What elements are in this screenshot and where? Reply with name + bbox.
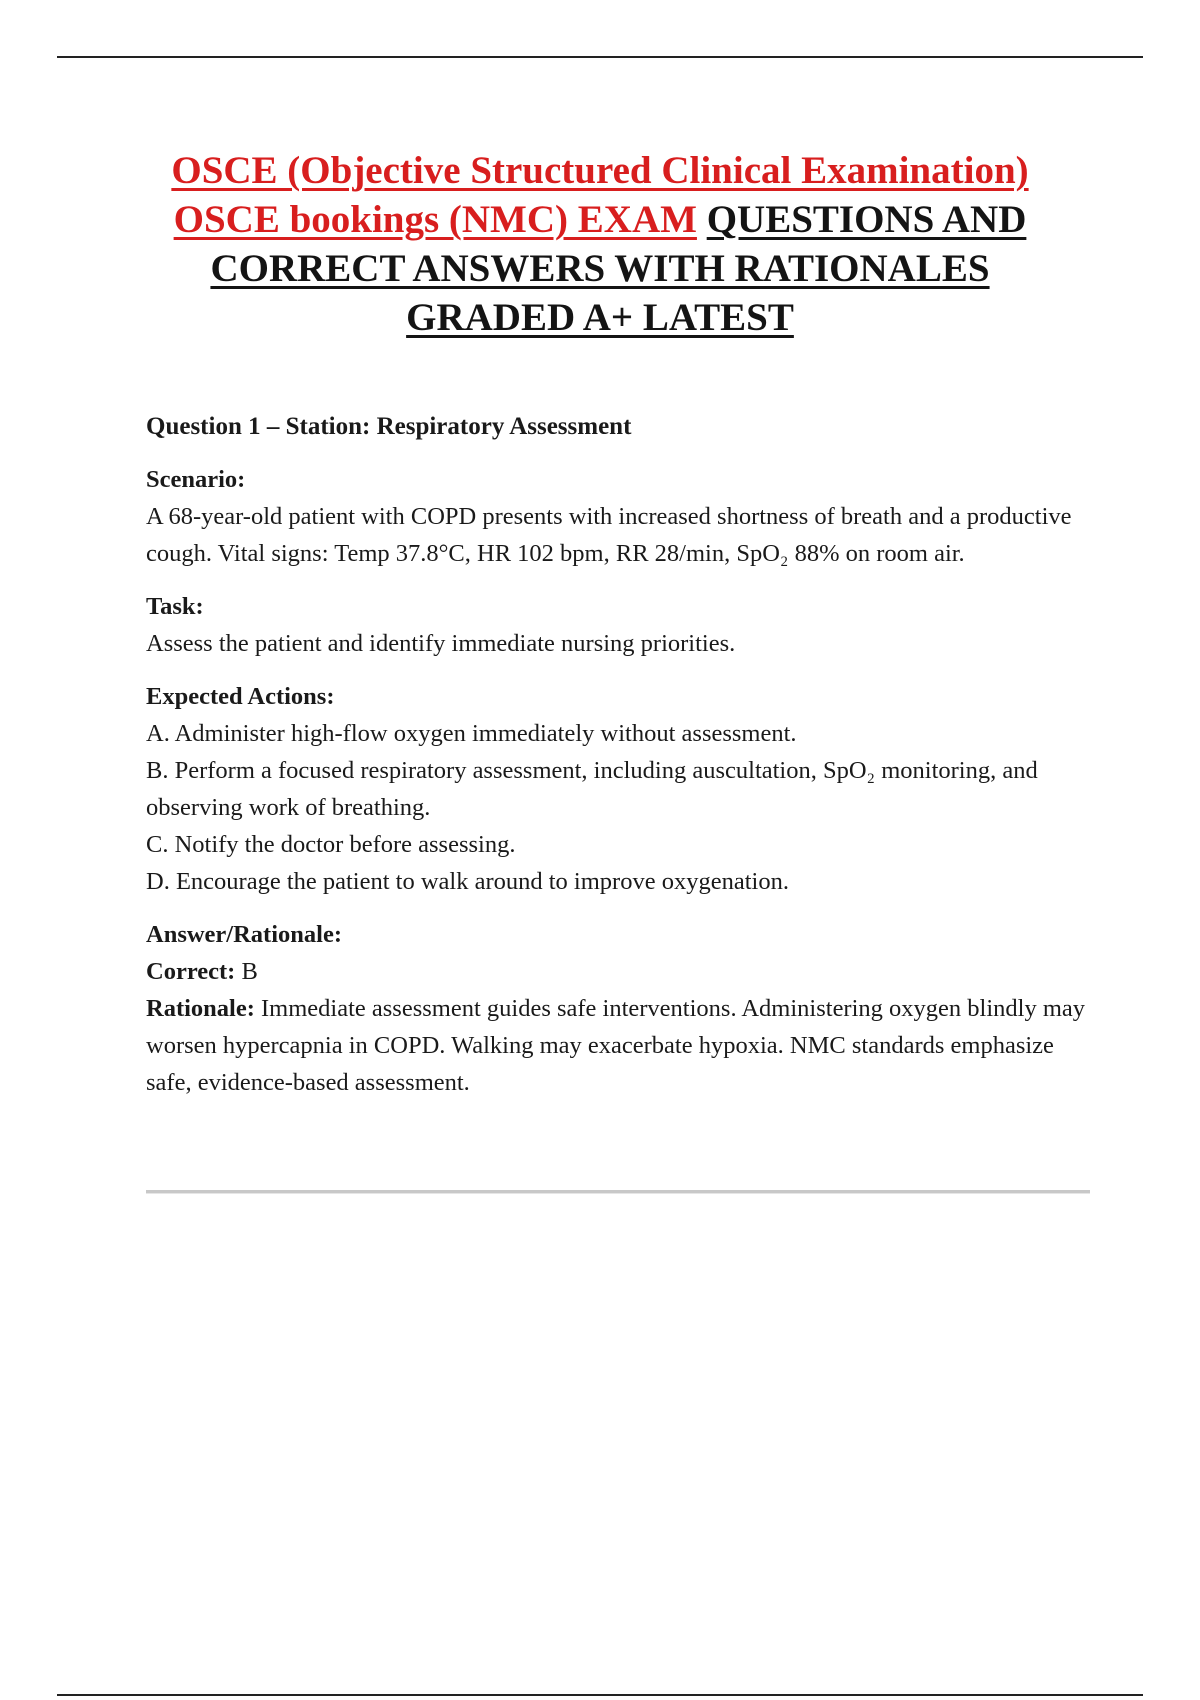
rationale-text: Immediate assessment guides safe interventions. Administering oxygen blindly may worsen hypercapnia in COPD. Walking may exacerbate hypoxia. NMC standards emphasize safe, evidence-based assessment. <box>146 995 1086 1096</box>
correct-line <box>146 953 1086 990</box>
expected-actions-label: Expected Actions: <box>146 683 335 710</box>
rationale-label: Rationale: <box>146 995 255 1022</box>
correct-label: Correct: <box>146 958 236 985</box>
task-label: Task: <box>146 593 204 620</box>
option-a: A. Administer high-flow oxygen immediately without assessment. <box>146 720 797 747</box>
document-title <box>150 146 1050 342</box>
page-top-rule <box>57 56 1143 58</box>
title-line-3: CORRECT ANSWERS WITH RATIONALES <box>210 247 990 290</box>
option-d: D. Encourage the patient to walk around to improve oxygenation. <box>146 868 789 895</box>
option-c: C. Notify the doctor before assessing. <box>146 831 516 858</box>
question-block <box>146 408 1086 1117</box>
option-b: B. Perform a focused respiratory assessment, including auscultation, SpO₂ monitoring, and observing work of breathing. <box>146 757 1038 821</box>
title-line-2-black: QUESTIONS AND <box>706 198 1027 241</box>
correct-value: B <box>241 958 258 985</box>
title-line-4: GRADED A+ LATEST <box>406 296 794 339</box>
question-heading: Question 1 – Station: Respiratory Assessment <box>146 413 632 440</box>
task-text: Assess the patient and identify immediate nursing priorities. <box>146 630 736 657</box>
page-bottom-rule <box>57 1694 1143 1696</box>
scenario-label: Scenario: <box>146 466 246 493</box>
rationale-line <box>146 990 1086 1101</box>
scenario-text: A 68-year-old patient with COPD presents with increased shortness of breath and a productive cough. Vital signs: Temp 37.8°C, HR 102 bpm, RR 28/min, SpO₂ 88% on room air. <box>146 503 1072 567</box>
title-line-2-red: OSCE bookings (NMC) EXAM <box>173 198 697 241</box>
section-divider <box>146 1190 1090 1194</box>
scenario-section <box>146 461 1086 572</box>
answer-label: Answer/Rationale: <box>146 921 342 948</box>
expected-actions-section <box>146 678 1086 900</box>
title-line-1: OSCE (Objective Structured Clinical Examination) <box>171 149 1029 192</box>
task-section <box>146 588 1086 662</box>
answer-section <box>146 916 1086 1101</box>
